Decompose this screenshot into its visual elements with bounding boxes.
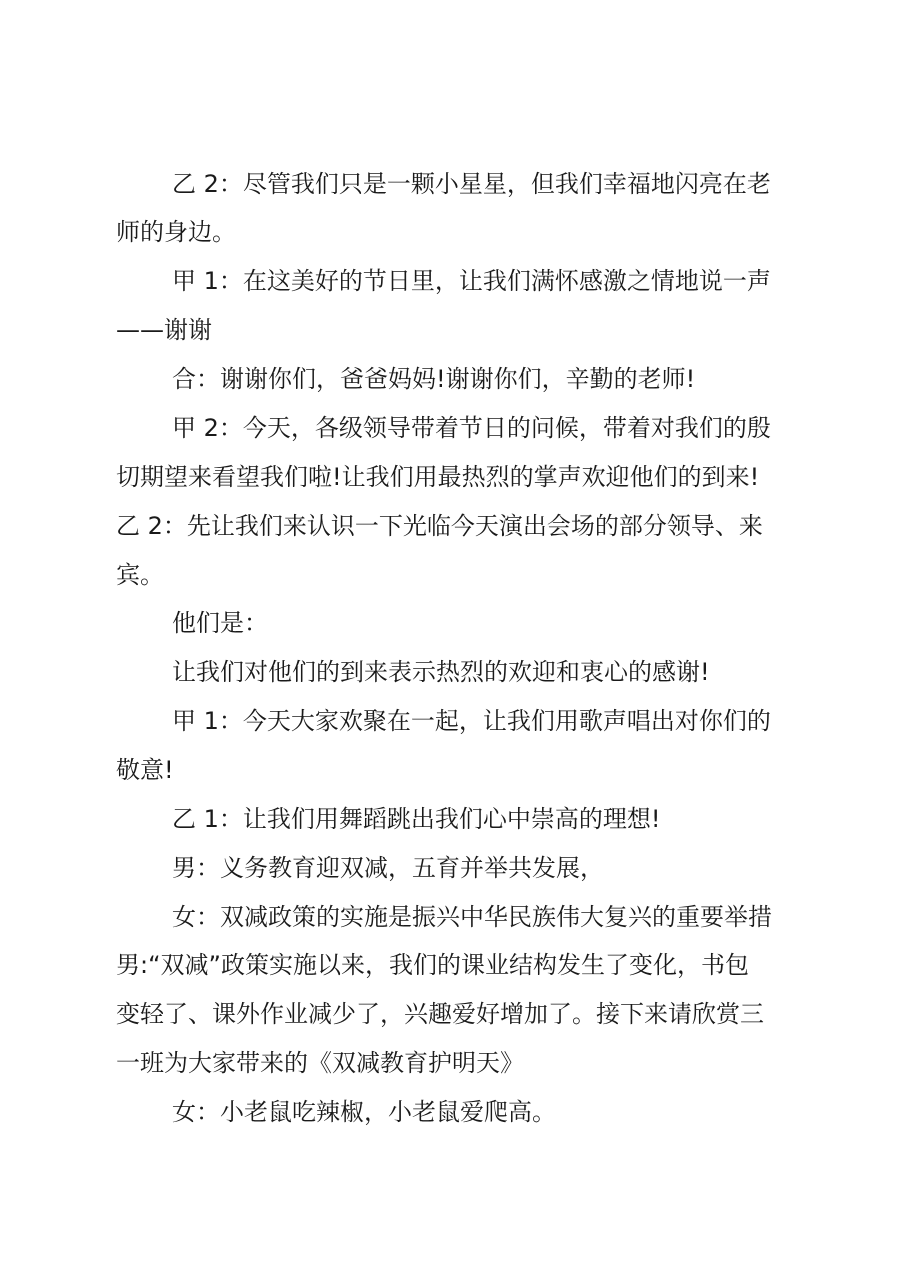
- paragraph-line: 让我们对他们的到来表示热烈的欢迎和衷心的感谢!: [172, 658, 710, 686]
- paragraph-line: 一班为大家带来的《双减教育护明天》: [116, 1049, 524, 1077]
- paragraph-line: ——谢谢: [116, 316, 212, 344]
- paragraph-line: 切期望来看望我们啦!让我们用最热烈的掌声欢迎他们的到来!: [116, 463, 760, 491]
- paragraph-line: 宾。: [116, 561, 164, 589]
- paragraph-line: 甲 1：今天大家欢聚在一起，让我们用歌声唱出对你们的: [172, 707, 771, 735]
- paragraph-line: 他们是：: [172, 609, 268, 637]
- paragraph-line: 甲 1：在这美好的节日里，让我们满怀感激之情地说一声: [172, 267, 771, 295]
- paragraph-line: 男：义务教育迎双减，五育并举共发展，: [172, 854, 604, 882]
- paragraph-line: 甲 2：今天，各级领导带着节日的问候，带着对我们的殷: [172, 414, 771, 442]
- paragraph-line: 乙 2：先让我们来认识一下光临今天演出会场的部分领导、来: [116, 512, 763, 540]
- paragraph-line: 乙 2：尽管我们只是一颗小星星，但我们幸福地闪亮在老: [172, 170, 771, 198]
- paragraph-line: 变轻了、课外作业减少了，兴趣爱好增加了。接下来请欣赏三: [116, 1000, 764, 1028]
- paragraph-line: 乙 1：让我们用舞蹈跳出我们心中崇高的理想!: [172, 805, 661, 833]
- paragraph-line: 女：小老鼠吃辣椒，小老鼠爱爬高。: [172, 1098, 556, 1126]
- paragraph-line: 男:“双减”政策实施以来，我们的课业结构发生了变化，书包: [116, 951, 749, 979]
- paragraph-line: 敬意!: [116, 756, 174, 784]
- paragraph-line: 合：谢谢你们，爸爸妈妈!谢谢你们，辛勤的老师!: [172, 365, 696, 393]
- paragraph-line: 女：双减政策的实施是振兴中华民族伟大复兴的重要举措: [172, 903, 772, 931]
- paragraph-line: 师的身边。: [116, 218, 236, 246]
